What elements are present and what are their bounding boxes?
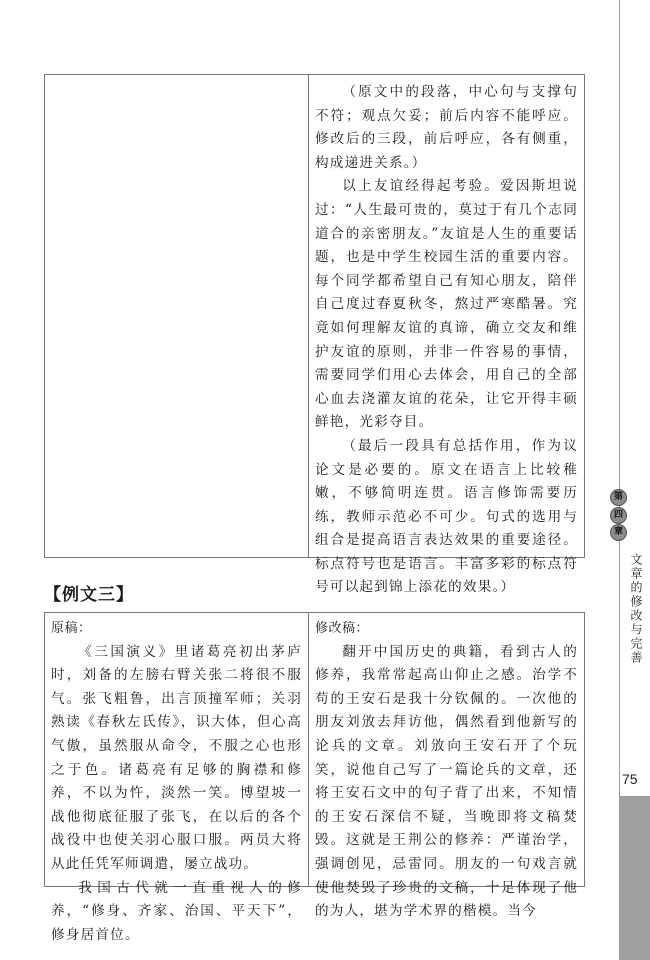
chapter-marker-circle: 章 — [610, 524, 627, 541]
chapter-marker-circle: 四 — [610, 507, 627, 524]
revised-draft-cell — [309, 613, 584, 920]
revision-note-paragraph: （最后一段具有总括作用，作为议论文是必要的。原文在语言上比较稚嫩，不够简明连贯。语言修饰需要历练，教师示范必不可少。句式的选用与组合是提高语言表达效果的重要途径。标点符号也是语言。丰富多彩的标点符号可以起到锦上添花的效果。） — [315, 437, 578, 596]
section-heading: 【例文三】 — [44, 585, 134, 605]
original-draft-cell — [45, 613, 309, 943]
original-draft-label: 原稿： — [51, 621, 92, 636]
chapter-title: 文章的修改与完善 — [629, 553, 643, 665]
chapter-marker-circle: 第 — [610, 489, 627, 506]
page-number: 75 — [622, 771, 638, 787]
revised-text-paragraph: 以上友谊经得起考验。爱因斯坦说过：“人生最可贵的，莫过于有几个志同道合的亲密朋友。”友谊是人生的重要话题，也是中学生校园生活的重要内容。每个同学都希望自己有知心朋友，陪伴自己度过春夏秋冬，熬过严寒酷暑。究竟如何理解友谊的真谛，确立交友和维护友谊的原则，并非一件容易的事情，需要同学们用心去体会，用自己的全部心血去浇灌友谊的花朵，让它开得丰硕鲜艳，光彩夺目。 — [315, 178, 578, 431]
original-paragraph: 《三国演义》里诸葛亮初出茅庐时，刘备的左膀右臂关张二将很不服气。张飞粗鲁，出言顶撞军师；关羽熟读《春秋左氏传》，识大体，但心高气傲，虽然服从命令，不服之心也形之于色。诸葛亮有足够的胸襟和修养，不以为忤，淡然一笑。博望坡一战他彻底征服了张飞，在以后的各个战役中也使关羽心服口服。两员大将从此任凭军师调遣，屡立战功。 — [51, 643, 302, 872]
table1-right-cell — [309, 75, 584, 596]
revised-draft-label: 修改稿： — [315, 621, 370, 636]
table1-left-cell — [45, 75, 309, 557]
page-edge-tab — [620, 796, 650, 960]
original-paragraph: 我国古代就一直重视人的修养，“修身、齐家、治国、平天下”，修身居首位。 — [51, 879, 302, 943]
comparison-table-2 — [44, 612, 585, 943]
revision-note-paragraph: （原文中的段落，中心句与支撑句不符；观点欠妥；前后内容不能呼应。修改后的三段，前后呼应，各有侧重，构成递进关系。） — [315, 84, 578, 171]
revised-paragraph: 翻开中国历史的典籍，看到古人的修养，我常常起高山仰止之感。治学不苟的王安石是我十分钦佩的。一次他的朋友刘攽去拜访他，偶然看到他新写的论兵的文章。刘攽向王安石开了个玩笑，说他自己写了一篇论兵的文章，还将王安石文中的句子背了出来，不知情的王安石深信不疑，当晚即将文稿焚毁。这就是王荆公的修养：严谨治学，强调创见，忌雷同。朋友的一句戏言就使他焚毁了珍贵的文稿，十足体现了他的为人，堪为学术界的楷模。当今 — [315, 643, 578, 920]
